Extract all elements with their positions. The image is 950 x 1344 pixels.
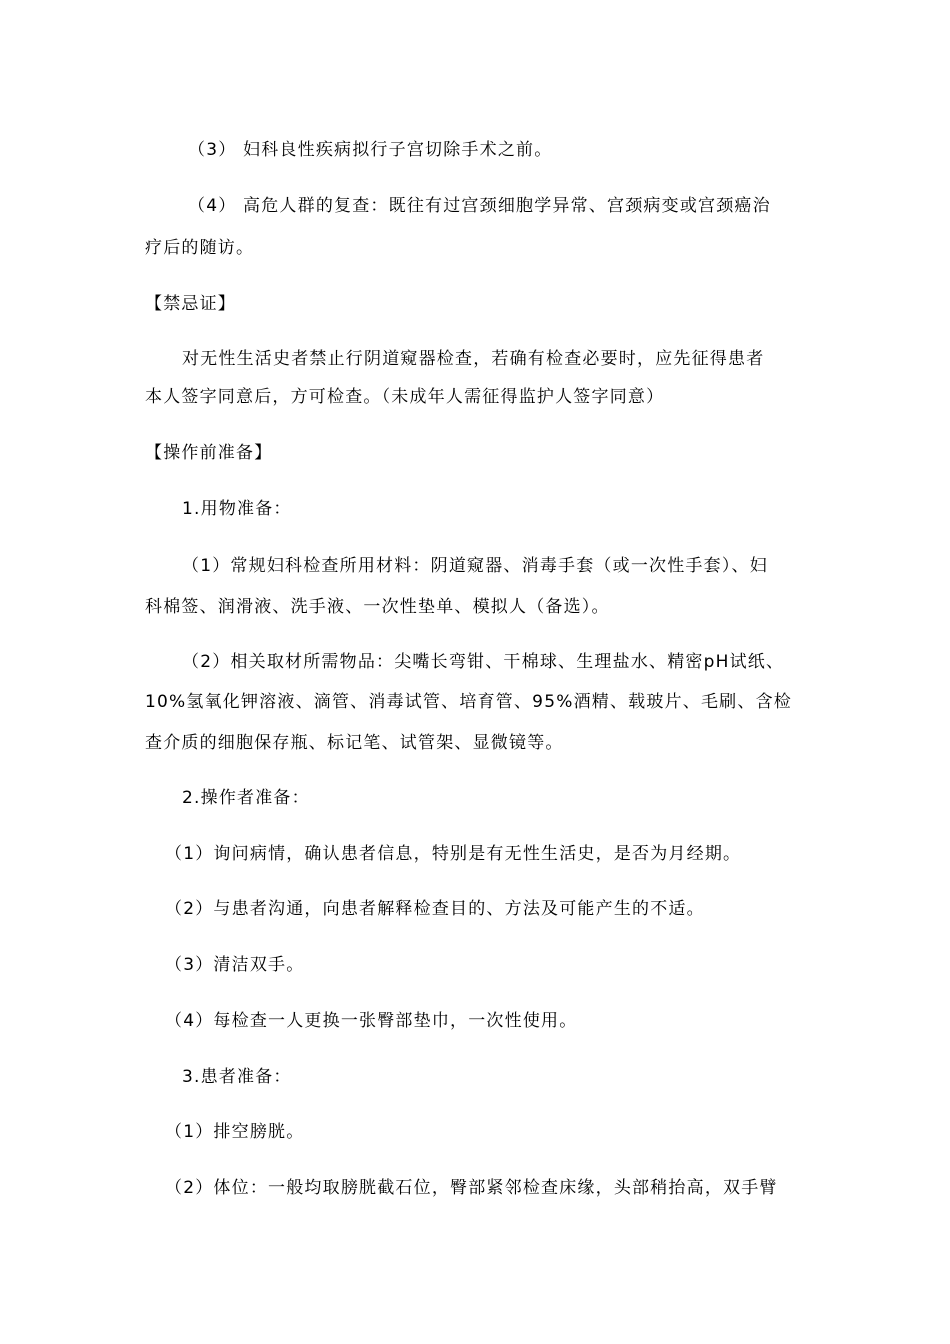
paragraph-indication-4-line-1: （4） 高危人群的复查：既往有过宫颈细胞学异常、宫颈病变或宫颈癌治 (188, 196, 771, 216)
paragraph-indication-4-line-2: 疗后的随访。 (145, 238, 255, 258)
section-heading-contraindications: 【禁忌证】 (145, 294, 236, 314)
paragraph-operator-3: （3）清洁双手。 (165, 955, 305, 975)
paragraph-contraindication-line-1: 对无性生活史者禁止行阴道窥器检查，若确有检查必要时，应先征得患者 (182, 349, 765, 369)
paragraph-materials-2-line-1: （2）相关取材所需物品：尖嘴长弯钳、干棉球、生理盐水、精密pH试纸、 (182, 652, 785, 672)
paragraph-materials-1-line-1: （1）常规妇科检查所用材料：阴道窥器、消毒手套（或一次性手套）、妇 (182, 556, 768, 576)
subheading-materials: 1.用物准备： (182, 499, 292, 519)
paragraph-contraindication-line-2: 本人签字同意后，方可检查。（未成年人需征得监护人签字同意） (145, 387, 665, 407)
paragraph-operator-4: （4）每检查一人更换一张臀部垫巾，一次性使用。 (165, 1011, 578, 1031)
subheading-operator: 2.操作者准备： (182, 788, 310, 808)
paragraph-indication-3: （3） 妇科良性疾病拟行子宫切除手术之前。 (188, 140, 553, 160)
paragraph-materials-1-line-2: 科棉签、润滑液、洗手液、一次性垫单、模拟人（备选）。 (145, 597, 610, 617)
section-heading-preparation: 【操作前准备】 (145, 443, 273, 463)
subheading-patient: 3.患者准备： (182, 1067, 292, 1087)
paragraph-materials-2-line-3: 查介质的细胞保存瓶、标记笔、试管架、显微镜等。 (145, 733, 564, 753)
paragraph-patient-2: （2）体位：一般均取膀胱截石位，臀部紧邻检查床缘，头部稍抬高，双手臂 (165, 1178, 778, 1198)
paragraph-materials-2-line-2: 10%氢氧化钾溶液、滴管、消毒试管、培育管、95%酒精、载玻片、毛刷、含检 (145, 692, 792, 712)
paragraph-operator-2: （2）与患者沟通，向患者解释检查目的、方法及可能产生的不适。 (165, 899, 705, 919)
paragraph-patient-1: （1）排空膀胱。 (165, 1122, 305, 1142)
paragraph-operator-1: （1）询问病情，确认患者信息，特别是有无性生活史，是否为月经期。 (165, 844, 742, 864)
